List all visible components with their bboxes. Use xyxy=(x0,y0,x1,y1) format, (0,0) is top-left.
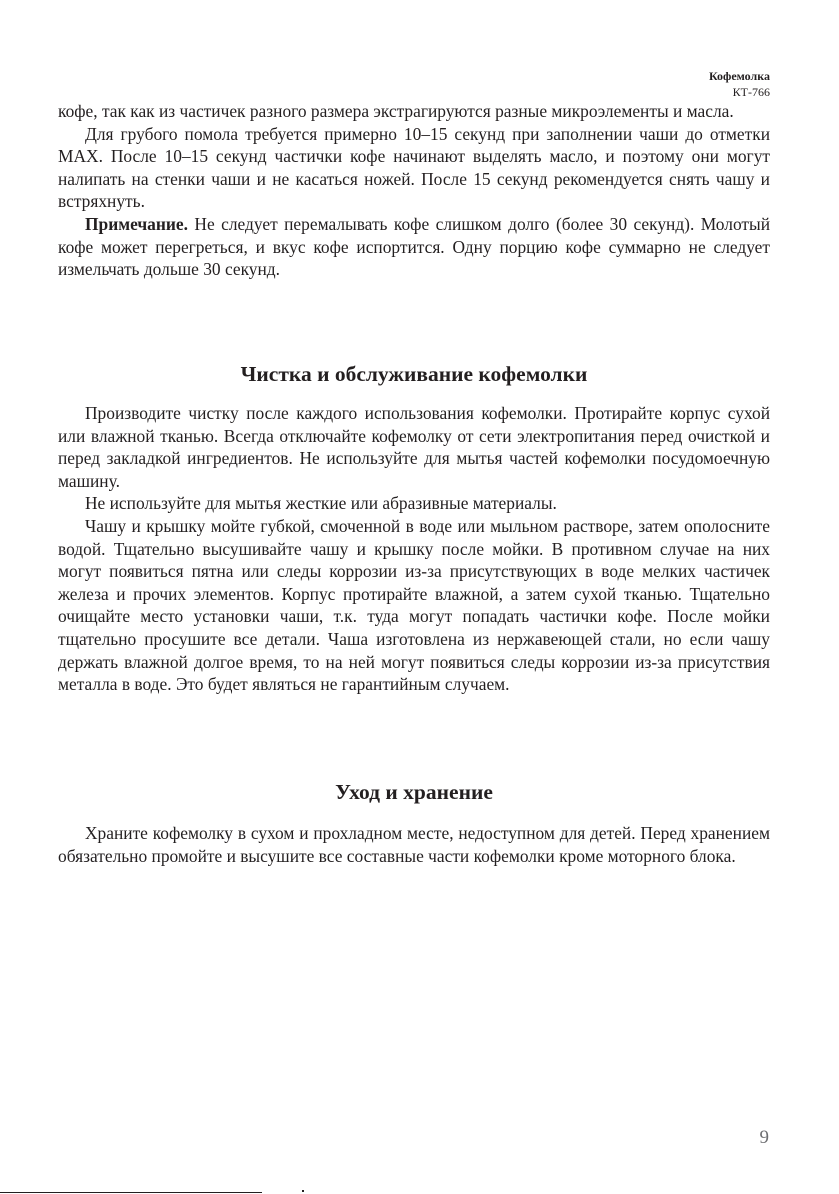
note-text: Не следует перемалывать кофе слишком долго (более 30 секунд). Молотый кофе может перегреться, и вкус кофе испортится. Одну порцию кофе суммарно не следует измельчать дольше 30 секунд. xyxy=(58,213,770,280)
footnote-rule xyxy=(0,1192,262,1193)
running-header xyxy=(709,68,770,100)
paragraph: Не используйте для мытья жесткие или абразивные материалы. xyxy=(85,493,557,514)
note-label: Примечание. xyxy=(85,213,188,234)
section-title-storage: Уход и хранение xyxy=(335,780,493,804)
note-paragraph xyxy=(58,213,770,281)
paragraph: Производите чистку после каждого использования кофемолки. Протирайте корпус сухой или влажной тканью. Всегда отключайте кофемолку от сети электропитания перед очисткой и перед закладкой ингредиентов. Не используйте для мытья частей кофемолки посудомоечную машину. xyxy=(58,403,770,491)
crop-mark xyxy=(302,1190,304,1192)
paragraph: Храните кофемолку в сухом и прохладном месте, недоступном для детей. Перед хранением обязательно промойте и высушите все составные части кофемолки кроме моторного блока. xyxy=(58,823,770,866)
paragraph: Для грубого помола требуется примерно 10–15 секунд при заполнении чаши до отметки MAX. После 10–15 секунд частички кофе начинают выделять масло, и поэтому они могут налипать на стенки чаши и не касаться ножей. После 15 секунд рекомендуется снять чашу и встряхнуть. xyxy=(58,123,770,212)
storage-text-block xyxy=(58,822,770,867)
intro-text-block xyxy=(58,100,770,281)
header-product-name: Кофемолка xyxy=(708,69,770,83)
page-number: 9 xyxy=(759,1127,769,1148)
paragraph: кофе, так как из частичек разного размера экстрагируются разные микроэлементы и масла. xyxy=(58,101,734,121)
header-model-number: КТ-766 xyxy=(732,85,770,99)
section-title-cleaning: Чистка и обслуживание кофемолки xyxy=(240,362,588,386)
paragraph: Чашу и крышку мойте губкой, смоченной в воде или мыльном растворе, затем ополосните водой. Тщательно высушивайте чашу и крышку после мойки. В противном случае на них могут появиться пятна или следы коррозии из-за присутствующих в воде мелких частичек железа и прочих элементов. Корпус протирайте влажной, а затем сухой тканью. Тщательно очищайте место установки чаши, т.к. туда могут попадать частички кофе. После мойки тщательно просушите все детали. Чаша изготовлена из нержавеющей стали, но если чашу держать влажной долгое время, то на ней могут появиться следы коррозии из-за присутствия металла в воде. Это будет являться не гарантийным случаем. xyxy=(58,515,770,695)
cleaning-text-block xyxy=(58,402,770,696)
